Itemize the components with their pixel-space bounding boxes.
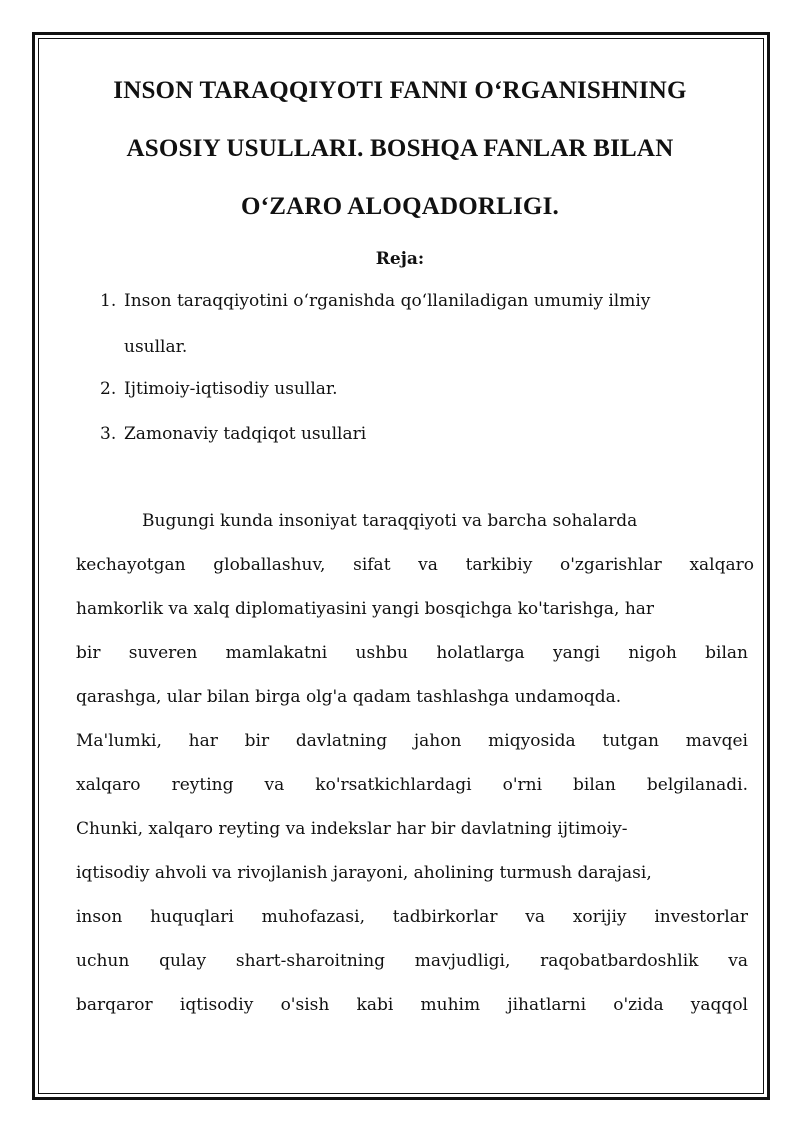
body-line-12: barqaror iqtisodiy o'sish kabi muhim jihatlarni o'zida yaqqol (76, 995, 748, 1015)
plan-heading: Reja: (375, 249, 425, 269)
body-line-1: Bugungi kunda insoniyat taraqqiyoti va barcha sohalarda (142, 511, 638, 531)
plan-item-2 (100, 378, 338, 400)
plan-item-text: Ijtimoiy-iqtisodiy usullar. (124, 379, 338, 399)
plan-item-number: 3. (100, 424, 117, 444)
plan-item-3 (100, 423, 366, 445)
plan-item-text: Zamonaviy tadqiqot usullari (124, 424, 367, 444)
body-line-4: bir suveren mamlakatni ushbu holatlarga yangi nigoh bilan (76, 643, 748, 663)
body-line-11: uchun qulay shart-sharoitning mavjudligi, raqobatbardoshlik va (76, 951, 748, 971)
body-line-6: Ma'lumki, har bir davlatning jahon miqyosida tutgan mavqei (76, 731, 748, 751)
plan-item-1-continuation: usullar. (124, 337, 188, 357)
body-line-2: kechayotgan globallashuv, sifat va tarkibiy o'zgarishlar xalqaro (76, 555, 754, 575)
body-line-3: hamkorlik va xalq diplomatiyasini yangi bosqichga ko'tarishga, har (76, 599, 655, 619)
title-line-3: O‘ZARO ALOQADORLIGI. (241, 193, 559, 220)
plan-item-1 (100, 290, 650, 312)
body-line-8: Chunki, xalqaro reyting va indekslar har bir davlatning ijtimoiy- (76, 819, 628, 839)
plan-item-text: Inson taraqqiyotini o‘rganishda qo‘llaniladigan umumiy ilmiy (124, 291, 651, 311)
body-line-9: iqtisodiy ahvoli va rivojlanish jarayoni, aholining turmush darajasi, (76, 863, 652, 883)
title-line-1: INSON TARAQQIYOTI FANNI O‘RGANISHNING (113, 77, 687, 104)
title-line-2: ASOSIY USULLARI. BOSHQA FANLAR BILAN (126, 135, 674, 162)
body-line-7: xalqaro reyting va ko'rsatkichlardagi o'rni bilan belgilanadi. (76, 775, 748, 795)
plan-item-number: 2. (100, 379, 117, 399)
body-line-10: inson huquqlari muhofazasi, tadbirkorlar va xorijiy investorlar (76, 907, 748, 927)
plan-item-number: 1. (100, 291, 117, 311)
body-line-5: qarashga, ular bilan birga olg'a qadam tashlashga undamoqda. (76, 687, 622, 707)
